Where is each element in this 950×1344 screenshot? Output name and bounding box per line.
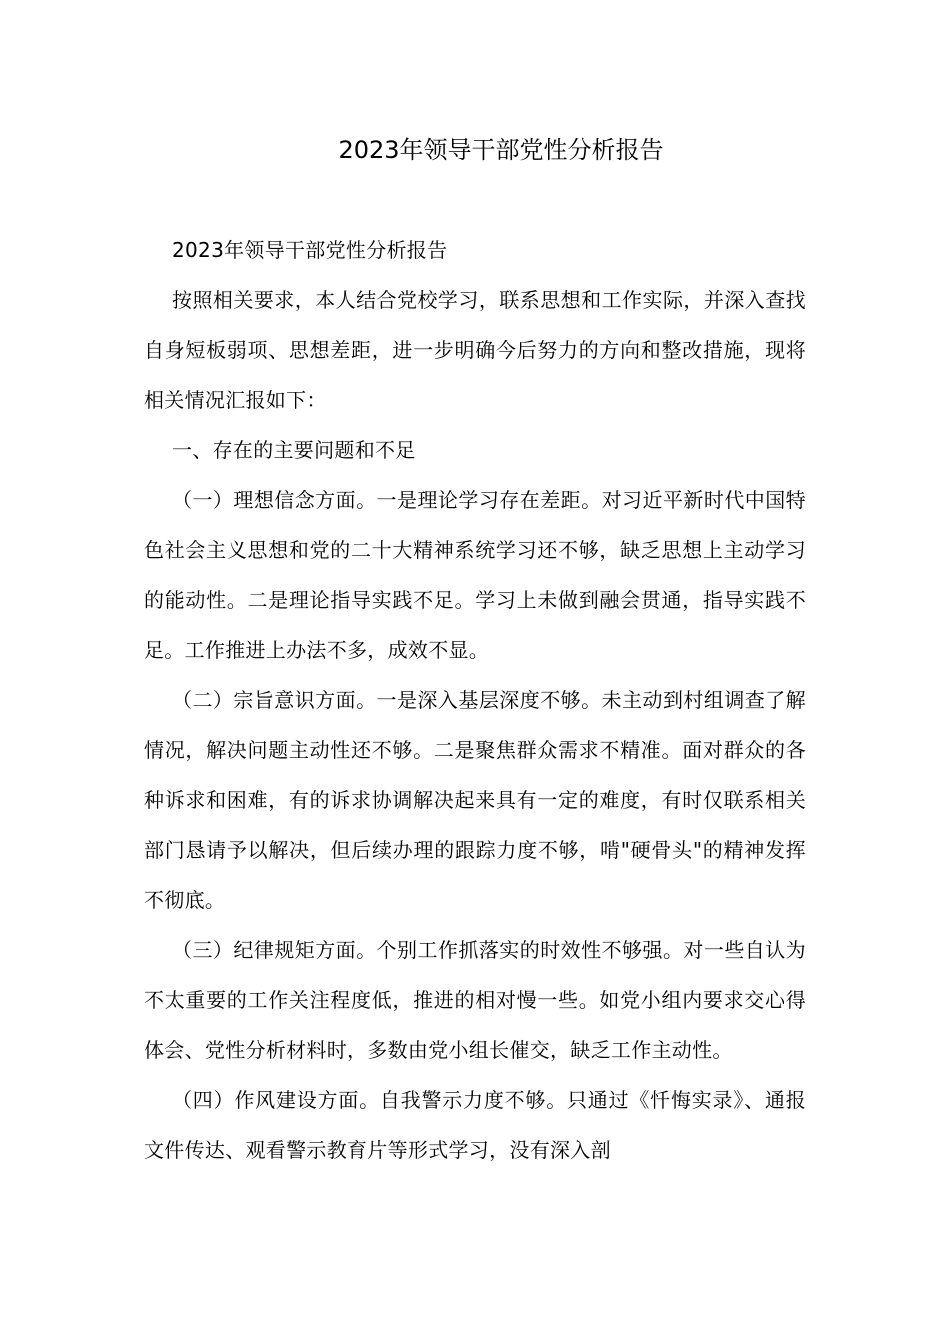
paragraph-ideals: （一）理想信念方面。一是理论学习存在差距。对习近平新时代中国特色社会主义思想和党的二十大精神系统学习还不够，缺乏思想上主动学习的能动性。二是理论指导实践不足。学习上未做到融会贯通，指导实践不足。工作推进上办法不多，成效不显。 bbox=[144, 488, 806, 662]
section-heading: 一、存在的主要问题和不足 bbox=[172, 438, 416, 462]
document-body bbox=[144, 225, 806, 1175]
intro-paragraph: 按照相关要求，本人结合党校学习，联系思想和工作实际，并深入查找自身短板弱项、思想差距，进一步明确今后努力的方向和整改措施，现将相关情况汇报如下： bbox=[144, 288, 806, 412]
subtitle-paragraph: 2023年领导干部党性分析报告 bbox=[172, 238, 448, 262]
document-title: 2023年领导干部党性分析报告 bbox=[338, 136, 664, 164]
paragraph-discipline: （三）纪律规矩方面。个别工作抓落实的时效性不够强。对一些自认为不太重要的工作关注程度低，推进的相对慢一些。如党小组内要求交心得体会、党性分析材料时，多数由党小组长催交，缺乏工作主动性。 bbox=[144, 938, 806, 1062]
paragraph-style: （四）作风建设方面。自我警示力度不够。只通过《忏悔实录》、通报文件传达、观看警示教育片等形式学习，没有深入剖 bbox=[144, 1088, 806, 1162]
paragraph-purpose: （二）宗旨意识方面。一是深入基层深度不够。未主动到村组调查了解情况，解决问题主动性还不够。二是聚焦群众需求不精准。面对群众的各种诉求和困难，有的诉求协调解决起来具有一定的难度，有时仅联系相关部门恳请予以解决，但后续办理的跟踪力度不够，啃"硬骨头"的精神发挥不彻底。 bbox=[144, 688, 806, 912]
